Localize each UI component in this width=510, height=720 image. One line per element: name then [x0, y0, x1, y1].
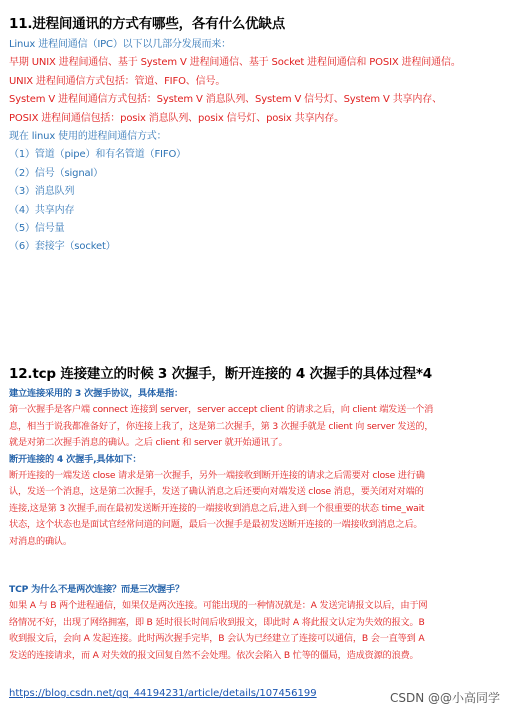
csdn-watermark: CSDN @@小高同学	[389, 691, 500, 705]
text-line: 对消息的确认。	[9, 535, 72, 547]
text-line: （6）套接字（socket）	[9, 241, 116, 253]
section-11-title: 11.进程间通讯的方式有哪些，各有什么优缺点	[9, 16, 286, 32]
text-line: 断开连接的一端发送 close 请求是第一次握手，另外一端接收到断开连接的请求之后需要对 close 进行确	[9, 470, 425, 482]
text-line: 现在 linux 使用的进程间通信方式：	[9, 131, 167, 143]
text-line: System V 进程间通信方式包括：System V 消息队列、System V 信号灯、System V 共享内存、	[9, 94, 442, 106]
text-line: 如果 A 与 B 两个进程通信，如果仅是两次连接。可能出现的一种情况就是：A 发送完请报文以后，由于网	[9, 600, 428, 612]
text-line: 络情况不好，出现了网络拥塞，即 B 延时很长时间后收到报文，即此时 A 将此报文认定为失效的报文。B	[9, 616, 425, 628]
section-11-body	[9, 36, 505, 257]
text-line: 断开连接的 4 次握手,具体如下：	[9, 453, 142, 465]
text-line: 建立连接采用的 3 次握手协议，具体是指：	[9, 388, 183, 399]
text-line: （2）信号（signal）	[9, 167, 103, 179]
text-line: （1）管道（pipe）和有名管道（FIFO）	[9, 149, 187, 161]
text-line: 息，相当于说我都准备好了，你连接上我了，这是第二次握手，第 3 次握手就是 client 向 server 发送的，	[9, 420, 434, 432]
section-tcp-why-three	[9, 582, 505, 664]
text-line: （4）共享内存	[9, 204, 75, 216]
text-line: POSIX 进程间通信包括：posix 消息队列、posix 信号灯、posix 共享内存。	[9, 112, 344, 124]
text-line: 发送的连接请求，而 A 对失效的报文回复自然不会处理。依次会陷入 B 忙等的僵局，造成资源的浪费。	[9, 649, 419, 661]
source-link[interactable]: https://blog.csdn.net/qq_44194231/article/details/107456199	[9, 688, 317, 699]
text-line: Linux 进程间通信（IPC）以下以几部分发展而来：	[9, 39, 232, 50]
text-line: 第一次握手是客户端 connect 连接到 server，server accept client 的请求之后，向 client 端发送一个消	[9, 404, 434, 416]
text-line: 认，发送一个消息，这是第二次握手，发送了确认消息之后还要向对端发送 close 消息，要关闭对对端的	[9, 486, 424, 498]
text-line: 状态，这个状态也是面试官经常问道的问题，最后一次握手是最初发送断开连接的一端接收到消息之后。	[9, 519, 423, 531]
section-12-body	[9, 386, 505, 550]
text-line: 连接,这是第 3 次握手,而在最初发送断开连接的一端接收到消息之后,进入到一个很重要的状态 time_wait	[9, 502, 425, 514]
text-line: UNIX 进程间通信方式包括：管道、FIFO、信号。	[9, 75, 226, 87]
text-line: 收到报文后，会向 A 发起连接。此时两次握手完毕，B 会认为已经建立了连接可以通信，B 会一直等到 A	[9, 633, 425, 645]
text-line: 就是对第二次握手消息的确认。之后 client 和 server 就开始通讯了。	[9, 437, 288, 449]
text-line: （5）信号量	[9, 223, 65, 235]
section-12-title: 12.tcp 连接建立的时候 3 次握手，断开连接的 4 次握手的具体过程*4	[9, 366, 432, 382]
text-line: TCP 为什么不是两次连接？而是三次握手？	[9, 584, 184, 595]
text-line: 早期 UNIX 进程间通信、基于 System V 进程间通信、基于 Socket 进程间通信和 POSIX 进程间通信。	[9, 57, 461, 69]
text-line: （3）消息队列	[9, 186, 75, 198]
